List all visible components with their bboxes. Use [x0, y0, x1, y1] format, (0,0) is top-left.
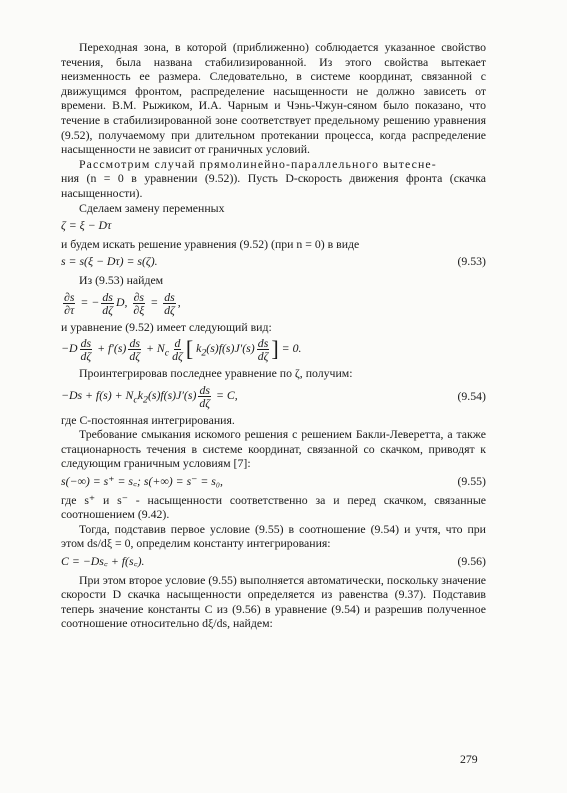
equation-ode: −D $\frac{ds}{d\zeta}$ + f′(s) $\frac{ds}{d\zeta}$ + $N_c$ $\frac{d}{d\zeta}$ [ $k_2(s)f(s)J'(s)$ $\frac{ds}{d\zeta}$ ] = 0.: [61, 336, 302, 364]
paragraph-saturations: где s⁺ и s⁻ - насыщенности соответственно за и перед скачком, связанные соотношением (9.42).: [61, 492, 486, 522]
paragraph-substitute: Тогда, подставив первое условие (9.55) в соотношение (9.54) и учтя, что при этом ds/dξ = 0, определим константу интегрирования:: [61, 521, 486, 551]
paragraph-search-solution: и будем искать решение уравнения (9.52) (при n = 0) в виде: [61, 236, 360, 251]
equation-9-56-number: (9.56): [457, 554, 486, 569]
paragraph-from-953: Из (9.53) найдем: [79, 272, 164, 287]
equation-zeta: [61, 218, 486, 233]
equation-9-53: [61, 254, 486, 269]
equation-9-55-number: (9.55): [457, 474, 486, 489]
paragraph-substitution: Сделаем замену переменных: [79, 200, 225, 215]
equation-9-55-body: s(−∞) = s⁺ = s꜀; s(+∞) = s⁻ = s₀,: [61, 474, 223, 489]
paragraph-integrate: Проинтегрировав последнее уравнение по ζ, получим:: [79, 366, 353, 381]
equation-9-54: $-Ds + f(s) + N_ck_2(s)f(s)J'(s)$ $\frac{ds}{d\zeta}$ = C, (9.54): [61, 382, 486, 410]
page-number: 279: [460, 752, 478, 766]
paragraph-consider-case-line2: ния (n = 0 в уравнении (9.52)). Пусть D-скорость движения фронта (скачка насыщенности).: [61, 171, 486, 200]
equation-9-53-number: (9.53): [457, 254, 486, 269]
paragraph-transition-zone: Переходная зона, в которой (приближенно) соблюдается указанное свойство течения, была названа стабилизированной. Из этого свойства вытекает неизменность ее размера. Следовательно, в системе координат, связанной с движущимся фронтом, распределение насыщенности не должно зависеть от времени. В.М. Рыжиком, И.А. Чарным и Чэнь-Чжун-сяном было показано, что течение в стабилизированной зоне соответствует предельному решению уравнения (9.52), получаемому при длительном протекании процесса, когда распределение насыщенности не зависит от граничных условий.: [61, 40, 486, 157]
paragraph-equation-form: и уравнение (9.52) имеет следующий вид:: [61, 319, 272, 334]
paragraph-constant: где C-постоянная интегрирования.: [61, 412, 235, 427]
paragraph-requirement: Требование смыкания искомого решения с решением Бакли-Леверетта, а также стационарность течения в системе координат, связанной со скачком, приводят к следующим граничным условиям [7]:: [61, 427, 486, 471]
equation-zeta-body: ζ = ξ − Dτ: [61, 218, 112, 233]
equation-9-55: [61, 474, 486, 489]
equation-9-56-body: C = −Ds꜀ + f(s꜀).: [61, 554, 145, 569]
paragraph-consider-case-line1: Рассмотрим случай прямолинейно-параллельного вытесне-: [79, 156, 437, 171]
page-body: [61, 40, 486, 631]
paragraph-second-condition: При этом второе условие (9.55) выполняется автоматически, поскольку значение скорости D скачка насыщенности определяется из равенства (9.37). Подставив теперь значение константы C из (9.56) в уравнение (9.54) и разрешив полученное соотношение относительно dξ/ds, найдем:: [61, 572, 486, 631]
equation-9-56: [61, 554, 486, 569]
equation-9-53-body: s = s(ξ − Dτ) = s(ζ).: [61, 254, 158, 269]
equation-derivatives: $\frac{\partial s}{\partial\tau}$ = − $\frac{ds}{d\zeta}$ D, $\frac{\partial s}{\partial\xi}$ = $\frac{ds}{d\zeta}$ ,: [64, 289, 181, 317]
equation-9-54-number: (9.54): [457, 388, 486, 403]
